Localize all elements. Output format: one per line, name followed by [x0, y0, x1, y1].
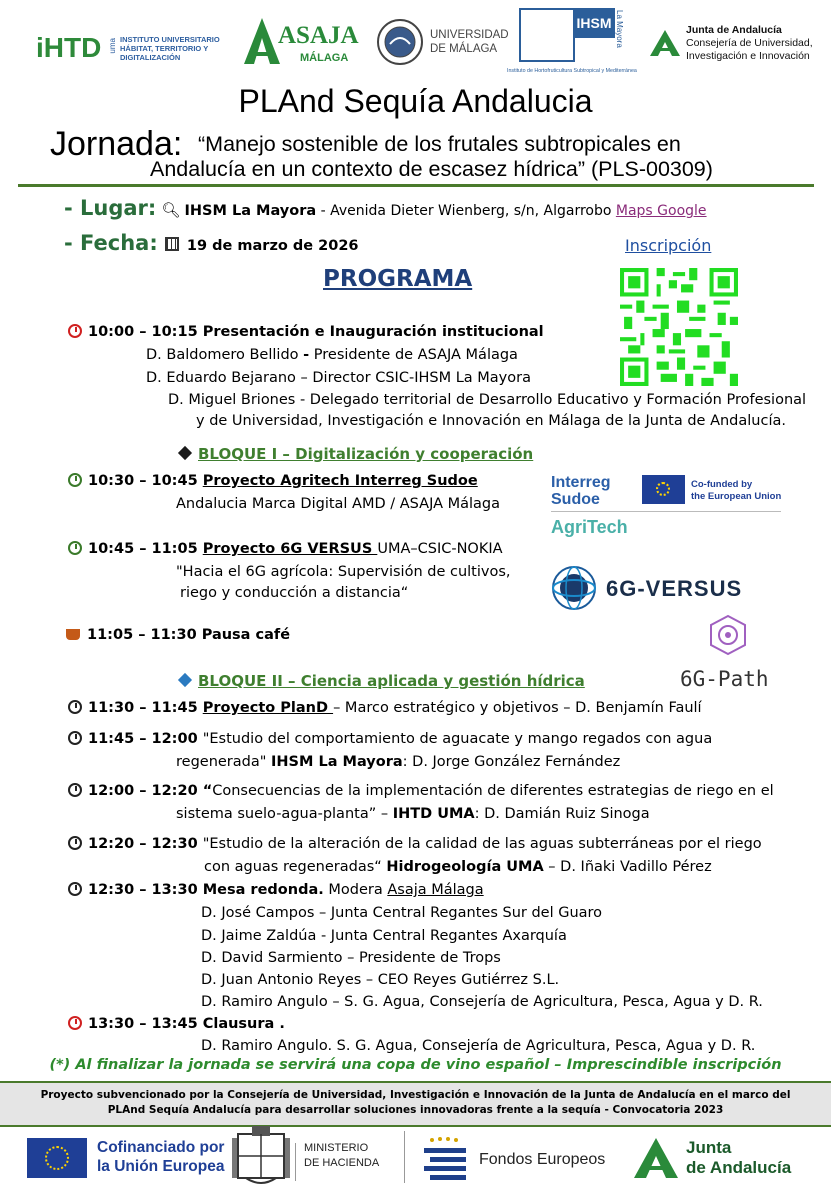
clock-icon: [68, 731, 82, 745]
globe-icon: [551, 565, 597, 611]
pausa-text: 11:05 – 11:30 Pausa café: [87, 627, 291, 643]
bottom-divider: [404, 1131, 405, 1183]
item4-rest: – Marco estratégico y objetivos – D. Benjamín Faulí: [333, 700, 702, 716]
eu-flag-icon: [642, 475, 685, 504]
panelist-1: D. José Campos – Junta Central Regantes Sur del Guaro: [201, 905, 603, 921]
fecha-row: [64, 231, 359, 255]
item7-time: 12:20 – 12:30: [88, 836, 203, 852]
item5-line2b: IHSM La Mayora: [271, 754, 403, 770]
clock-icon: [68, 541, 82, 555]
inscripcion-link[interactable]: Inscripción: [625, 236, 712, 255]
junta-top-logo: [648, 24, 813, 63]
jornada-label: Jornada:: [50, 125, 183, 163]
calendar-icon: [165, 237, 179, 251]
item2-sub: Andalucia Marca Digital AMD / ASAJA Málaga: [176, 496, 501, 512]
junta-top-line1: Junta de Andalucía: [686, 24, 782, 36]
item6-line2c: : D. Damián Ruiz Sinoga: [474, 806, 650, 822]
item-aguas: [68, 835, 762, 853]
bloque2-heading: [180, 672, 585, 691]
item-consecuencias: [68, 782, 774, 800]
item1-speaker-c2: y de Universidad, Investigación e Innovación en Málaga de la Junta de Andalucía.: [196, 413, 786, 429]
item-mesa-redonda: [68, 881, 484, 899]
asaja-sub: MÁLAGA: [300, 52, 349, 64]
item5-line2c: : D. Jorge González Fernández: [402, 754, 621, 770]
panelist-2: D. Jaime Zaldúa - Junta Central Regantes Axarquía: [201, 928, 567, 944]
item7-text: "Estudio de la alteración de la calidad de las aguas subterráneas por el riego: [202, 836, 762, 852]
item-agritech: [68, 472, 478, 490]
junta-bottom-1: Junta: [686, 1138, 732, 1157]
programa-heading: PROGRAMA: [323, 266, 473, 292]
item-pausa: [66, 626, 290, 644]
interreg-line1: Interreg: [551, 474, 611, 491]
qr-code-icon[interactable]: [620, 268, 738, 386]
item5-line2: [176, 753, 620, 771]
interreg-divider: [551, 511, 781, 512]
bloque2-title: BLOQUE II – Ciencia aplicada y gestión hídrica: [198, 672, 585, 690]
item3-time: 10:45 – 11:05: [88, 541, 203, 557]
ihtd-logo: [36, 32, 220, 64]
asaja-malaga-link[interactable]: Asaja Málaga: [387, 882, 484, 898]
item4-time: 11:30 – 11:45: [88, 700, 203, 716]
ihsm-logo: [507, 8, 637, 78]
diamond-icon: [178, 673, 192, 687]
bloque1-title: BLOQUE I – Digitalización y cooperación: [198, 445, 534, 463]
item6-line2a: sistema suelo-agua-planta” –: [176, 806, 393, 822]
junta-bottom-2: de Andalucía: [686, 1158, 792, 1177]
eu-cof-2: la Unión Europea: [97, 1158, 225, 1175]
maps-google-link[interactable]: Maps Google: [615, 203, 707, 219]
item-inauguracion: [68, 323, 544, 341]
eu-cofunded: [691, 479, 781, 503]
interreg-line2: Sudoe: [551, 491, 600, 508]
clock-icon: [68, 473, 82, 487]
6g-path-text: 6G-Path: [680, 667, 769, 691]
item2-title: Proyecto Agritech Interreg Sudoe: [202, 473, 478, 489]
eu-cofinanciado: [97, 1138, 224, 1176]
uma-logo: [376, 18, 509, 71]
item6-time: 12:00 – 12:20 “: [88, 783, 213, 799]
coffee-icon: [66, 629, 80, 640]
item1-a-dash: -: [303, 347, 310, 363]
item1-time: 10:00 – 10:15 Presentación e Inauguración institucional: [88, 324, 544, 340]
ihtd-logo-text: iHTD: [36, 32, 102, 63]
item-clausura: [68, 1015, 285, 1033]
fondos-europeos-text: Fondos Europeos: [479, 1151, 606, 1168]
item9-dot: .: [274, 1016, 285, 1032]
asaja-mark-icon: [242, 16, 282, 66]
asaja-logo: [242, 16, 367, 68]
pin-icon: 🔍︎: [161, 201, 181, 219]
ihtd-sub2: HÁBITAT, TERRITORIO Y: [120, 44, 209, 53]
clock-icon: [68, 882, 82, 896]
item1-speaker-c1: D. Miguel Briones - Delegado territorial de Desarrollo Educativo y Formación Profesional: [168, 392, 807, 408]
junta-top-mark-icon: [648, 28, 682, 58]
item8-mod: Modera: [323, 882, 388, 898]
item3-title: Proyecto 6G VERSUS: [202, 541, 378, 557]
footer-line1: Proyecto subvencionado por la Consejería de Universidad, Investigación e Innovación de la Junta de Andalucía en el marco del: [40, 1089, 791, 1101]
item-pland: [68, 699, 702, 717]
eu-flag-bottom-icon: [27, 1138, 87, 1178]
bloque1-heading: [180, 445, 533, 464]
item-aguacate: [68, 730, 712, 748]
ministerio-hacienda: [304, 1141, 379, 1171]
item9-time: 13:30 – 13:45 Clausura: [88, 1016, 275, 1032]
min-1: MINISTERIO: [304, 1142, 369, 1154]
item1-speaker-b: D. Eduardo Bejarano – Director CSIC-IHSM La Mayora: [146, 370, 531, 386]
clock-icon: [68, 324, 82, 338]
item-6g-versus: [68, 540, 503, 558]
item1-speaker-a: [146, 346, 518, 364]
item7-line2: [204, 858, 712, 876]
interreg-logo: [551, 474, 611, 508]
item7-line2b: Hidrogeología UMA: [386, 859, 544, 875]
junta-bottom-mark-icon: [632, 1136, 680, 1180]
item6-text: Consecuencias de la implementación de diferentes estrategias de riego en el: [212, 783, 774, 799]
6g-versus-text: 6G-VERSUS: [606, 576, 743, 601]
eu-cofunded-1: Co-funded by: [691, 479, 753, 490]
ministerio-divider: [295, 1143, 296, 1181]
diamond-icon: [178, 446, 192, 460]
jornada-line1: “Manejo sostenible de los frutales subtropicales en: [198, 132, 681, 156]
panelist-5: D. Ramiro Angulo – S. G. Agua, Consejería de Agricultura, Pesca, Agua y D. R.: [201, 994, 763, 1010]
uma-seal-icon: [376, 18, 424, 66]
junta-bottom: [686, 1138, 791, 1178]
uma-line2: DE MÁLAGA: [430, 43, 498, 55]
6g-path-mark-icon: [708, 614, 748, 656]
ihsm-sub: Instituto de Hortofruticultura Subtropical y Mediterránea: [507, 68, 637, 74]
ihsm-side-text: La Mayora: [615, 10, 624, 48]
item5-time: 11:45 – 12:00: [88, 731, 203, 747]
title-divider: [18, 184, 814, 187]
panelist-4: D. Juan Antonio Reyes – CEO Reyes Gutiérrez S.L.: [201, 972, 560, 988]
item3-sub2: riego y conducción a distancia“: [180, 585, 409, 601]
asaja-name: ASAJA: [278, 22, 359, 49]
min-2: DE HACIENDA: [304, 1157, 380, 1169]
junta-top-line3: Investigación e Innovación: [686, 50, 810, 62]
footer-line2: PLAnd Sequía Andalucía para desarrollar soluciones innovadoras frente a la sequía - Convocatoria 2023: [107, 1104, 724, 1116]
uma-line1: UNIVERSIDAD: [430, 29, 509, 41]
ihsm-name: IHSM: [573, 8, 615, 38]
item1-a-role: Presidente de ASAJA Málaga: [309, 347, 518, 363]
item2-time: 10:30 – 10:45: [88, 473, 203, 489]
item6-line2b: IHTD UMA: [392, 806, 475, 822]
ihtd-uma-text: uma: [108, 38, 117, 54]
fecha-date: 19 de marzo de 2026: [186, 238, 359, 254]
item3-org: UMA–CSIC-NOKIA: [377, 541, 503, 557]
clock-icon: [68, 700, 82, 714]
panelist-3: D. David Sarmiento – Presidente de Trops: [201, 950, 501, 966]
item5-line2a: regenerada": [176, 754, 272, 770]
clock-icon: [68, 836, 82, 850]
eu-cof-1: Cofinanciado por: [97, 1139, 225, 1156]
fondos-europeos-icon: [420, 1136, 470, 1182]
junta-top-line2: Consejería de Universidad,: [686, 37, 813, 49]
jornada-line2: Andalucía en un contexto de escasez hídrica” (PLS-00309): [150, 157, 713, 181]
item3-sub1: "Hacia el 6G agrícola: Supervisión de cultivos,: [176, 564, 511, 580]
page-title: PLAnd Sequía Andalucia: [238, 83, 593, 119]
item9-sub: D. Ramiro Angulo. S. G. Agua, Consejería de Agricultura, Pesca, Agua y D. R.: [201, 1038, 756, 1054]
lugar-label: - Lugar:: [64, 196, 157, 220]
clock-icon: [68, 1016, 82, 1030]
clock-icon: [68, 783, 82, 797]
fecha-label: - Fecha:: [64, 231, 158, 255]
spain-coat-of-arms-icon: [232, 1124, 290, 1188]
eu-cofunded-2: the European Union: [691, 491, 782, 502]
ihtd-sub1: INSTITUTO UNIVERSITARIO: [120, 35, 220, 44]
lugar-row: [64, 196, 707, 220]
top-logo-bar: [0, 0, 831, 78]
agritech-logo: AgriTech: [551, 517, 628, 537]
item1-a-name: D. Baldomero Bellido: [146, 347, 304, 363]
item6-line2: [176, 805, 650, 823]
item7-line2c: – D. Iñaki Vadillo Pérez: [543, 859, 712, 875]
item4-title: Proyecto PlanD: [202, 700, 334, 716]
closing-note: (*) Al finalizar la jornada se servirá una copa de vino español – Imprescindible inscripción: [49, 1057, 782, 1073]
lugar-address: - Avenida Dieter Wienberg, s/n, Algarrobo: [316, 203, 616, 219]
item7-line2a: con aguas regeneradas“: [204, 859, 387, 875]
ihtd-sub3: DIGITALIZACIÓN: [120, 53, 181, 62]
item5-text: "Estudio del comportamiento de aguacate y mango regados con agua: [202, 731, 713, 747]
lugar-place: IHSM La Mayora: [184, 203, 317, 219]
item8-time: 12:30 – 13:30 Mesa redonda.: [88, 882, 324, 898]
6g-versus-logo: [551, 565, 743, 616]
funding-footer: [0, 1081, 831, 1127]
